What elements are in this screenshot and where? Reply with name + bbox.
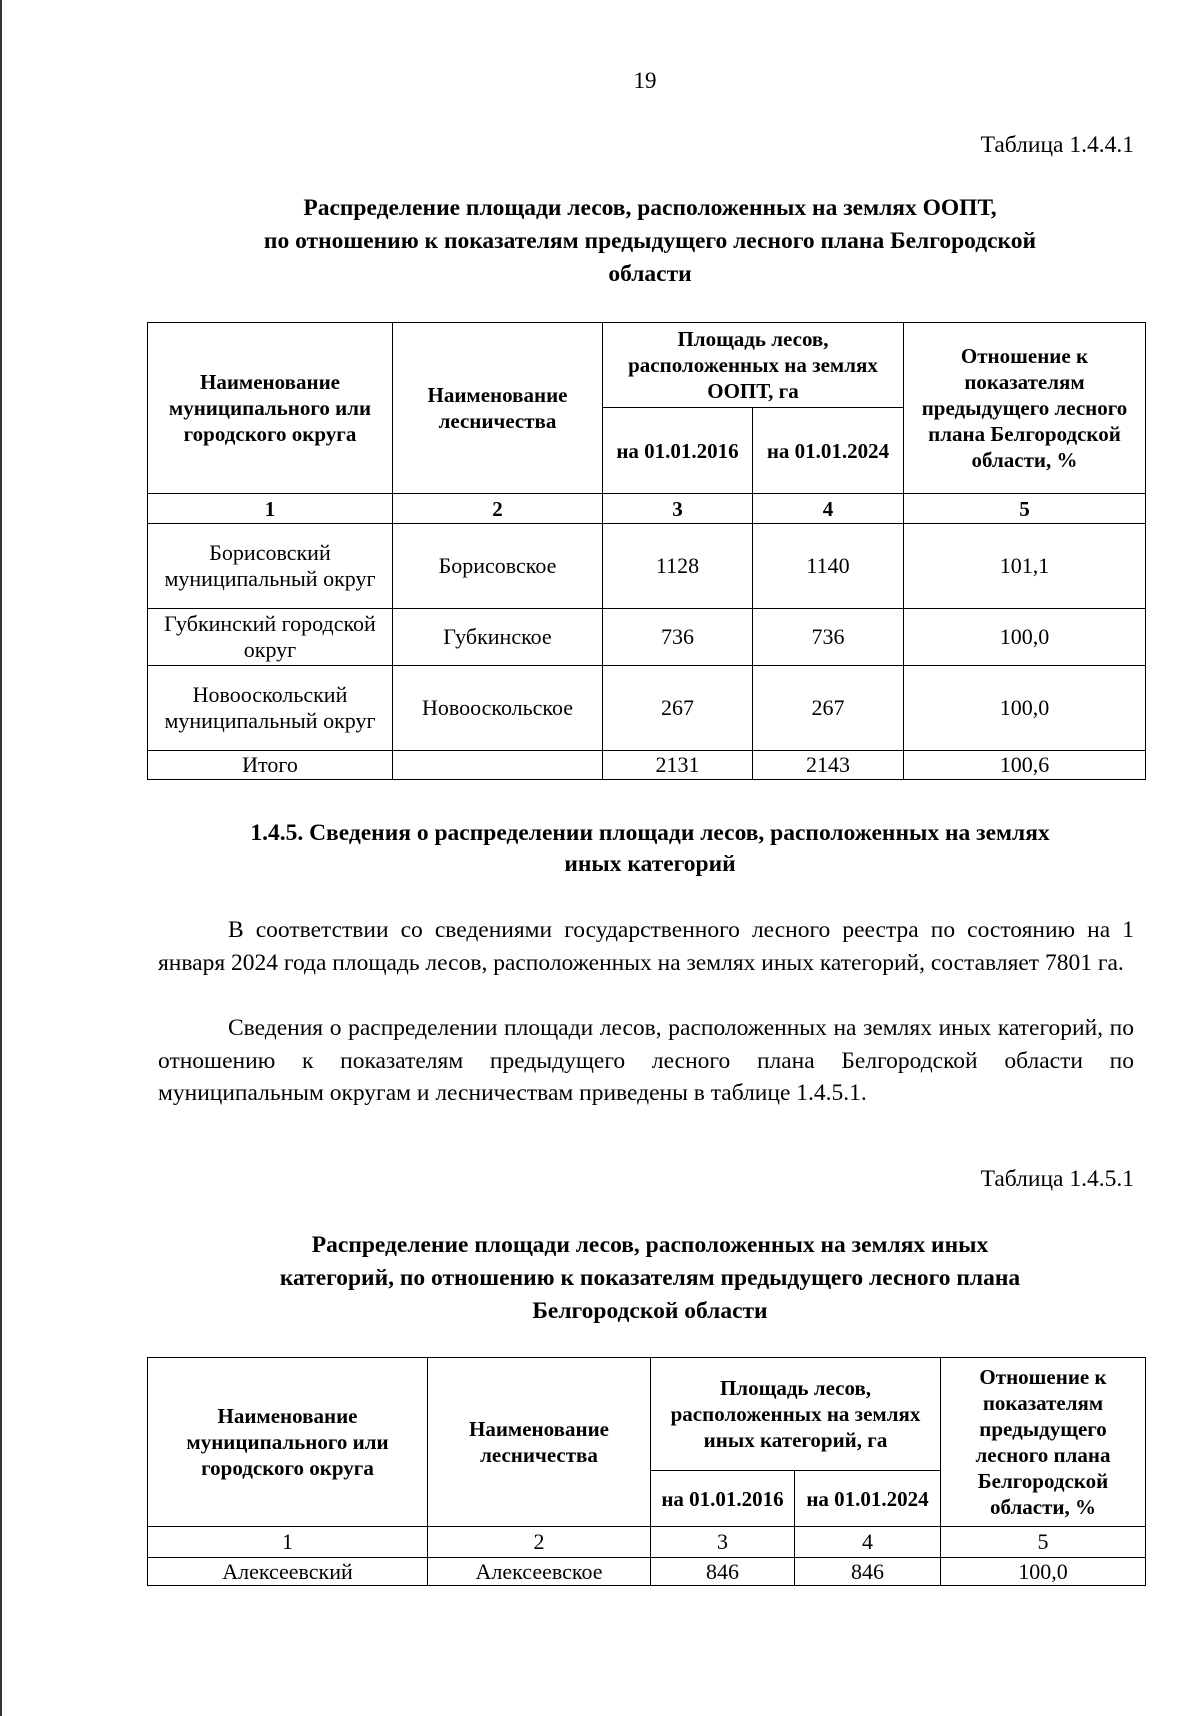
paragraph: Сведения о распределении площади лесов, расположенных на землях иных категорий, по отношению к показателям предыдущего лесного плана Белгородской области по муниципальным округам и лесничествам приведены в таблице 1.4.5.1. xyxy=(158,1015,1134,1106)
title-line: области xyxy=(608,261,692,287)
cell: 1140 xyxy=(753,524,904,609)
title-line: категорий, по отношению к показателям предыдущего лесного плана xyxy=(279,1265,1021,1291)
cell: 2143 xyxy=(753,751,904,780)
cell: 846 xyxy=(795,1558,941,1586)
col-number: 4 xyxy=(753,494,904,524)
table2 xyxy=(147,1357,1146,1586)
col-number: 4 xyxy=(795,1527,941,1558)
header-2024: на 01.01.2024 xyxy=(753,408,904,494)
header-ratio: Отношение к показателям предыдущего лесного плана Белгородской области, % xyxy=(904,323,1146,494)
header-municipality: Наименование муниципального или городского округа xyxy=(148,1358,428,1527)
header-municipality: Наименование муниципального или городского округа xyxy=(148,323,393,494)
total-row xyxy=(148,751,1146,780)
cell: Губкинское xyxy=(393,609,603,666)
cell: 736 xyxy=(603,609,753,666)
cell: 267 xyxy=(753,666,904,751)
cell: 101,1 xyxy=(904,524,1146,609)
cell: 1128 xyxy=(603,524,753,609)
header-ratio: Отношение к показателям предыдущего лесного плана Белгородской области, % xyxy=(941,1358,1146,1527)
section-heading xyxy=(150,818,1150,880)
col-number: 3 xyxy=(603,494,753,524)
cell: Алексеевский xyxy=(148,1558,428,1586)
col-number: 5 xyxy=(904,494,1146,524)
cell: Губкинский городской округ xyxy=(148,609,393,666)
cell: 100,0 xyxy=(904,609,1146,666)
paragraph: В соответствии со сведениями государственного лесного реестра по состоянию на 1 января 2024 года площадь лесов, расположенных на землях иных категорий, составляет 7801 га. xyxy=(158,917,1134,976)
cell: 267 xyxy=(603,666,753,751)
table-row xyxy=(148,1558,1146,1586)
cell: Борисовский муниципальный округ xyxy=(148,524,393,609)
table-row xyxy=(148,666,1146,751)
col-number: 1 xyxy=(148,494,393,524)
col-number: 1 xyxy=(148,1527,428,1558)
table1 xyxy=(147,322,1146,780)
header-2016: на 01.01.2016 xyxy=(603,408,753,494)
heading-line: 1.4.5. Сведения о распределении площади лесов, расположенных на землях xyxy=(250,820,1050,846)
col-number: 5 xyxy=(941,1527,1146,1558)
header-2024: на 01.01.2024 xyxy=(795,1471,941,1527)
heading-line: иных категорий xyxy=(564,851,736,877)
table2-label: Таблица 1.4.5.1 xyxy=(980,1166,1134,1192)
col-number: 3 xyxy=(651,1527,795,1558)
header-area: Площадь лесов, расположенных на землях ООПТ, га xyxy=(603,323,904,408)
header-forestry: Наименование лесничества xyxy=(393,323,603,494)
col-number: 2 xyxy=(428,1527,651,1558)
table1-title xyxy=(150,192,1150,291)
title-line: Распределение площади лесов, расположенных на землях иных xyxy=(311,1232,989,1258)
cell: Новооскольское xyxy=(393,666,603,751)
column-numbers-row xyxy=(148,1527,1146,1558)
cell: 736 xyxy=(753,609,904,666)
page-number: 19 xyxy=(633,68,657,93)
title-line: по отношению к показателям предыдущего лесного плана Белгородской xyxy=(263,228,1037,254)
col-number: 2 xyxy=(393,494,603,524)
table2-title xyxy=(150,1229,1150,1328)
cell: Новооскольский муниципальный округ xyxy=(148,666,393,751)
cell: Итого xyxy=(148,751,393,780)
cell: 846 xyxy=(651,1558,795,1586)
cell: 100,6 xyxy=(904,751,1146,780)
scan-edge xyxy=(0,0,2,1716)
cell: 100,0 xyxy=(941,1558,1146,1586)
table1-label: Таблица 1.4.4.1 xyxy=(980,132,1134,158)
cell: Борисовское xyxy=(393,524,603,609)
title-line: Распределение площади лесов, расположенных на землях ООПТ, xyxy=(303,195,997,221)
table-row xyxy=(148,609,1146,666)
cell: Алексеевское xyxy=(428,1558,651,1586)
header-2016: на 01.01.2016 xyxy=(651,1471,795,1527)
header-area: Площадь лесов, расположенных на землях иных категорий, га xyxy=(651,1358,941,1471)
cell: 100,0 xyxy=(904,666,1146,751)
table-row xyxy=(148,524,1146,609)
header-forestry: Наименование лесничества xyxy=(428,1358,651,1527)
cell: 2131 xyxy=(603,751,753,780)
cell xyxy=(393,751,603,780)
column-numbers-row xyxy=(148,494,1146,524)
title-line: Белгородской области xyxy=(532,1298,768,1324)
